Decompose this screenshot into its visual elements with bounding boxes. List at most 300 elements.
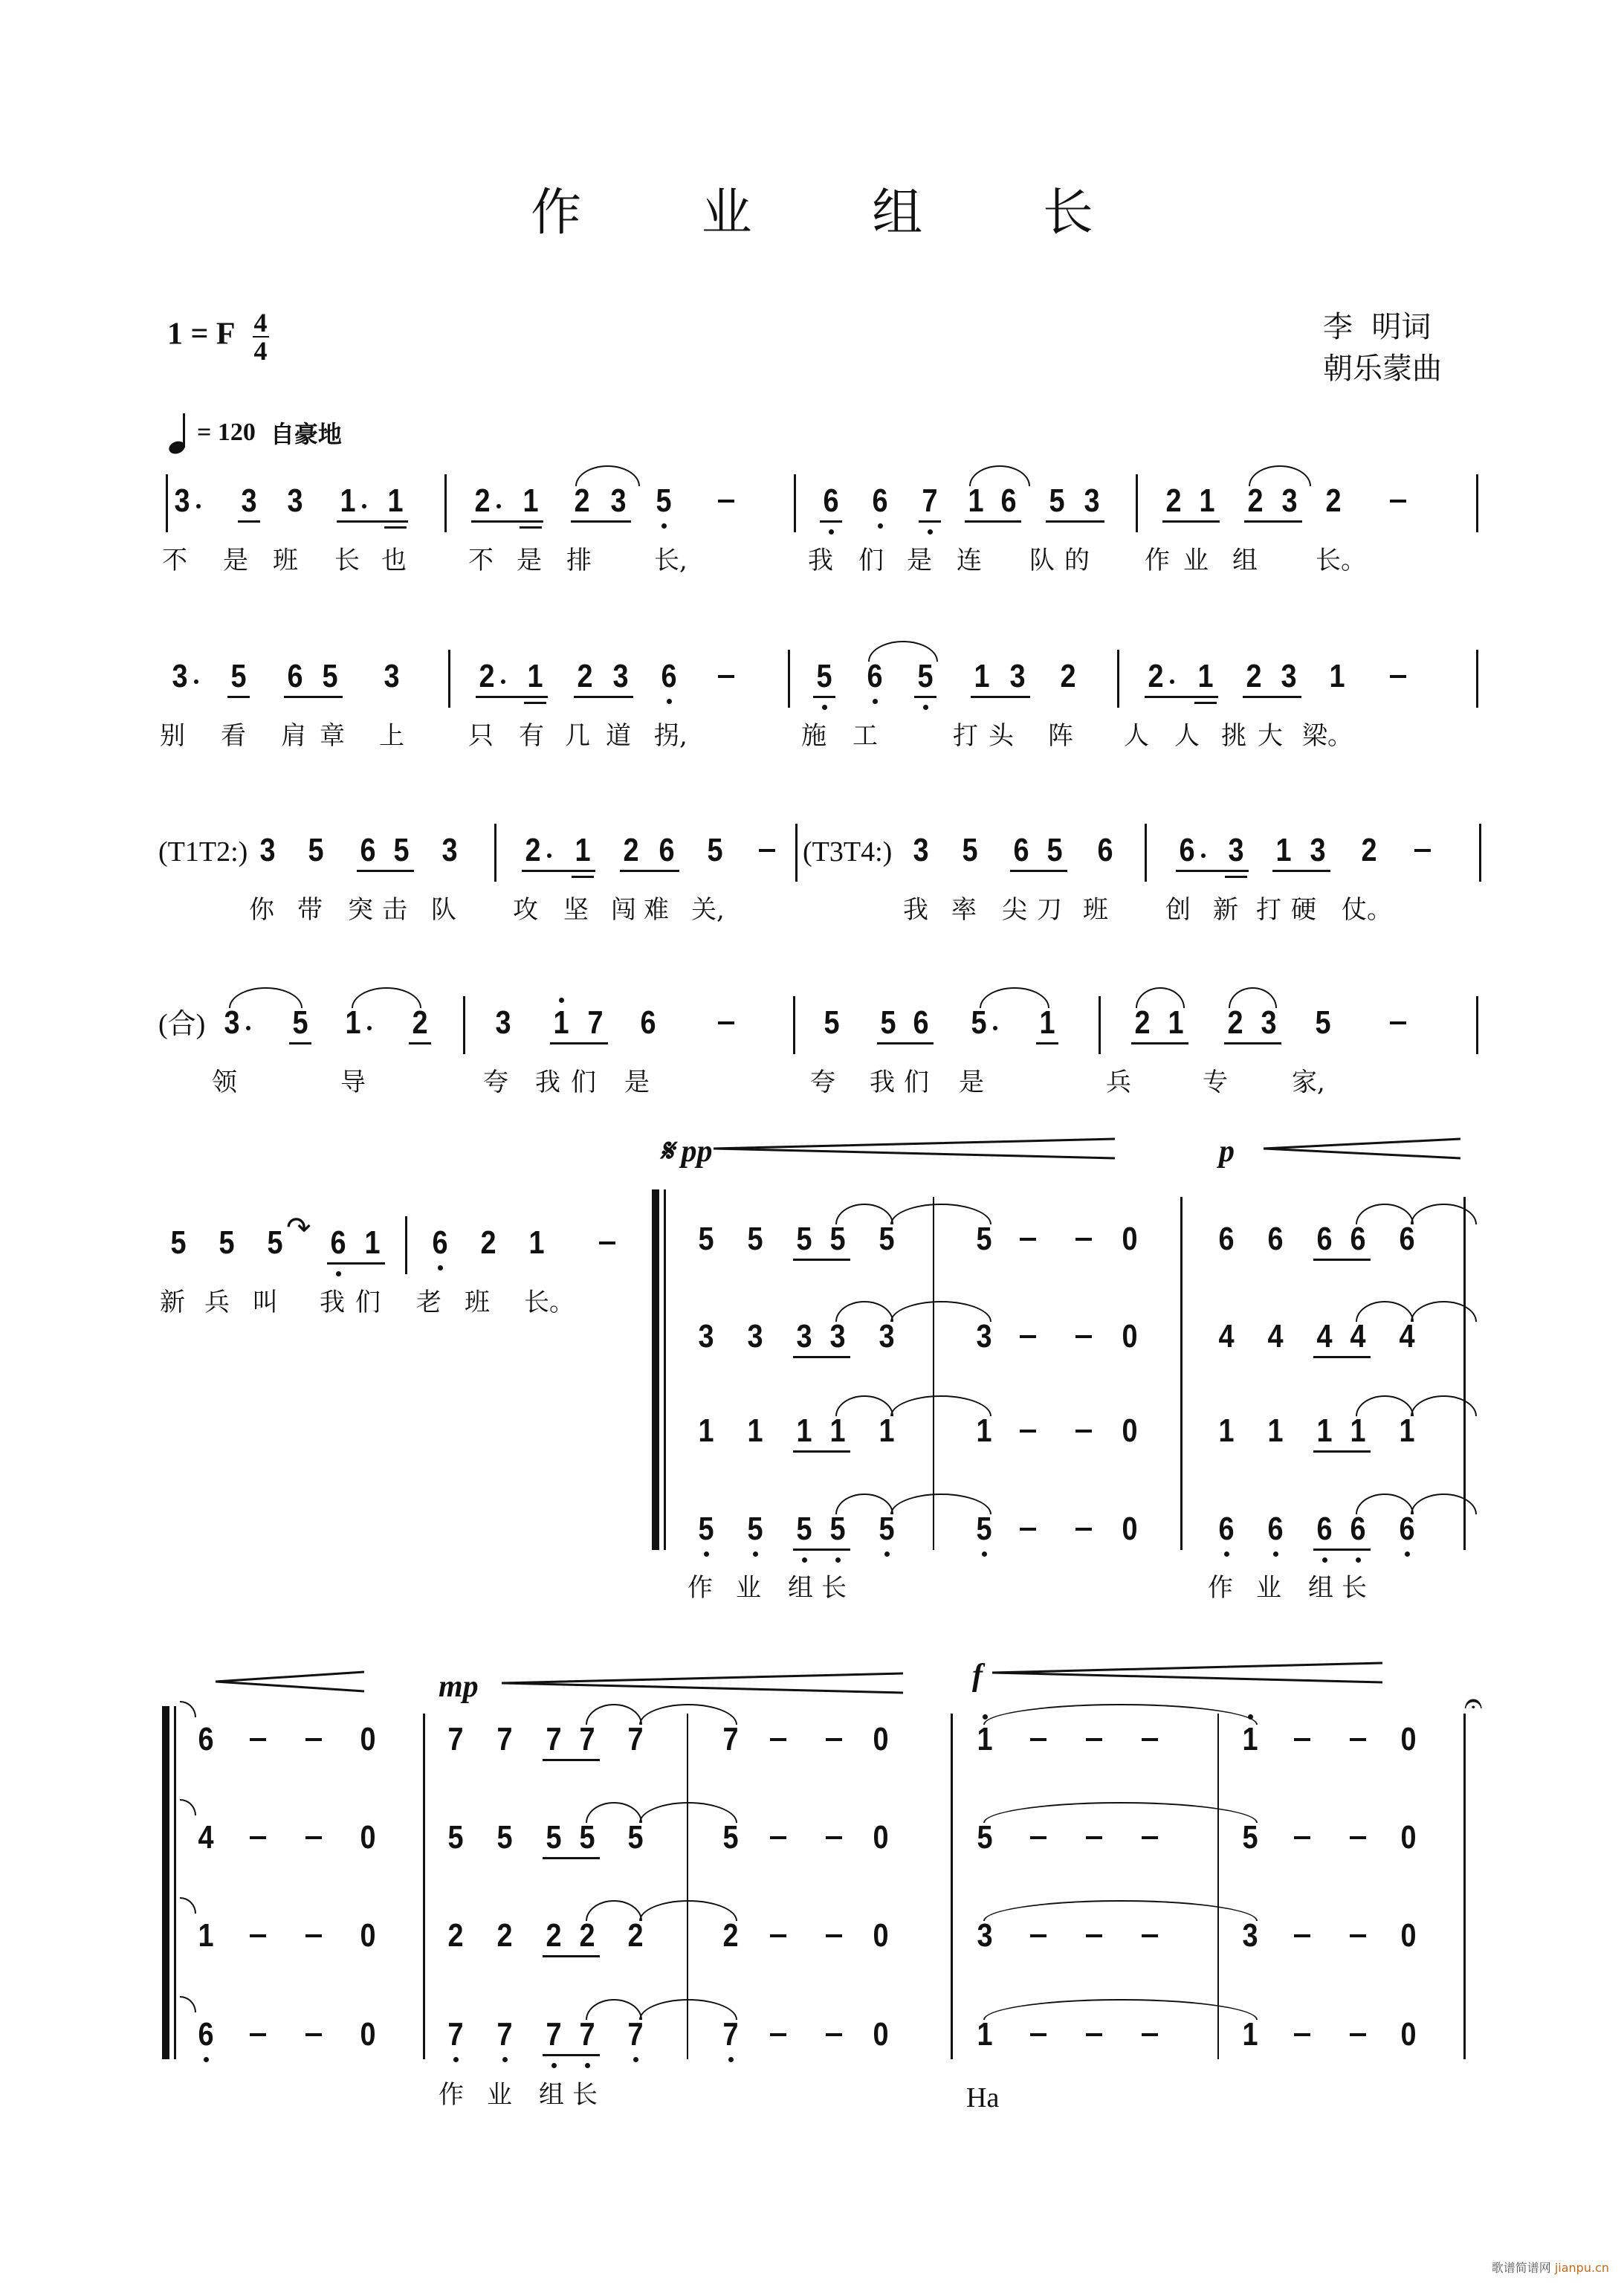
slur: [868, 641, 938, 662]
low-octave-dot: [336, 1271, 341, 1276]
voice-label: (T1T2:): [158, 836, 248, 868]
low-octave-dot: [438, 1265, 443, 1270]
slur: [586, 1900, 642, 1921]
note: 0: [1400, 1721, 1417, 1757]
note: 1: [523, 482, 539, 519]
duration-dash: [1294, 1738, 1310, 1741]
lyric-syllable: 道: [606, 721, 631, 751]
note: 5: [496, 1819, 513, 1856]
barline: [1099, 996, 1101, 1054]
note: 2: [496, 1917, 513, 1954]
lyric-syllable: 业: [1256, 1573, 1281, 1603]
lyric-syllable: 班: [273, 546, 298, 575]
lyric-syllable: 创: [1165, 895, 1191, 925]
lyric-syllable: 家,: [1292, 1068, 1325, 1097]
lyric-syllable: 兵: [204, 1288, 230, 1317]
system-bracket: [162, 1706, 169, 2059]
note: 6: [640, 1004, 656, 1041]
beam-underline: [1244, 520, 1302, 523]
barline: [448, 650, 450, 708]
lyric-syllable: 们: [355, 1288, 381, 1317]
slur: [1411, 1395, 1477, 1416]
underline: [919, 520, 941, 523]
note: 7: [587, 1004, 604, 1041]
note: 5: [796, 1221, 812, 1257]
duration-dash: [770, 1836, 786, 1839]
dynamic-marking: 𝄋 pp: [660, 1134, 713, 1169]
duration-dash: [1030, 1836, 1046, 1839]
note: 3: [976, 1318, 992, 1354]
slur: [229, 987, 303, 1008]
lyric-syllable: 队: [431, 895, 456, 925]
note: 6: [913, 1004, 929, 1041]
note: 4: [1267, 1318, 1284, 1354]
lyric-syllable: 也: [381, 546, 407, 575]
note: 5: [1046, 832, 1063, 868]
lyric-syllable: 的: [1064, 546, 1090, 575]
lyricist: 李 明词: [1323, 310, 1431, 344]
note: 5: [879, 1511, 895, 1547]
note: 2: [627, 1917, 644, 1954]
tie-in: [180, 1897, 196, 1914]
slur: [586, 1802, 642, 1823]
note: 6: [330, 1224, 346, 1261]
system-bracket-line: [174, 1706, 176, 2059]
underline-2: [384, 526, 407, 529]
slur: [1249, 465, 1311, 486]
duration-dash: [1030, 1738, 1046, 1741]
note: 7: [546, 1721, 562, 1757]
note: 6: [1399, 1511, 1415, 1547]
note: 0: [1122, 1221, 1138, 1257]
lyric-syllable: 是: [959, 1068, 984, 1097]
barline: [405, 1216, 407, 1274]
duration-dash: [250, 1738, 266, 1741]
low-octave-dot: [982, 1551, 987, 1557]
note: 6: [867, 658, 883, 694]
lyric-syllable: 肩: [281, 721, 306, 751]
note: 5: [1315, 1004, 1331, 1041]
duration-dash: [770, 2033, 786, 2036]
note: 1: [1316, 1412, 1333, 1449]
underline-2: [520, 526, 542, 529]
note: 3: [1281, 658, 1297, 694]
duration-dash: [1414, 849, 1431, 852]
beam-underline: [1313, 1356, 1371, 1358]
underline: [914, 696, 936, 698]
high-octave-dot: [559, 998, 564, 1003]
low-octave-dot: [829, 529, 834, 535]
note: 4: [1399, 1318, 1415, 1354]
note: 3: [259, 832, 276, 868]
beam-underline: [543, 1955, 600, 1957]
duration-dash: [718, 675, 734, 678]
lyric-syllable: 业: [1183, 546, 1209, 575]
key-tonic: 1 = F: [167, 317, 235, 352]
note: 1: [1242, 1721, 1258, 1757]
time-signature: [253, 309, 269, 364]
note: 5: [292, 1004, 308, 1041]
note: 2: [525, 832, 541, 868]
lyric-syllable: 关,: [691, 895, 725, 925]
duration-dash: [1086, 1738, 1102, 1741]
slur: [1356, 1301, 1414, 1322]
lyric-syllable: 班: [1083, 895, 1108, 925]
augmentation-dot: [367, 1026, 372, 1030]
note: 1: [1168, 1004, 1184, 1041]
lyric-syllable: 专: [1203, 1068, 1228, 1097]
slur: [890, 1395, 991, 1416]
tie-in: [180, 1996, 196, 2012]
low-octave-dot: [835, 1557, 841, 1563]
system-bracket: [652, 1189, 659, 1550]
duration-dash: [1086, 1934, 1102, 1937]
beam-underline: [793, 1356, 850, 1358]
barline: [1180, 1197, 1183, 1550]
slur: [890, 1494, 991, 1514]
note: 0: [1122, 1318, 1138, 1354]
barline: [1476, 474, 1478, 532]
lyric-syllable: 只: [468, 721, 494, 751]
note: 3: [796, 1318, 812, 1354]
slur: [639, 1802, 737, 1823]
barline: [793, 996, 795, 1054]
note: 5: [447, 1819, 464, 1856]
note: 3: [747, 1318, 763, 1354]
barline: [1476, 996, 1478, 1054]
tempo-expression: 自豪地: [270, 420, 342, 448]
note: 5: [393, 832, 410, 868]
note: 6: [661, 658, 677, 694]
duration-dash: [718, 1021, 734, 1024]
augmentation-dot: [501, 679, 505, 684]
note: 6: [198, 1721, 214, 1757]
lyric-syllable: 组: [788, 1573, 813, 1603]
duration-dash: [305, 1738, 322, 1741]
barline: [1463, 1714, 1466, 2059]
note: 1: [527, 658, 543, 694]
note: 5: [747, 1511, 763, 1547]
duration-dash: [599, 1241, 615, 1244]
note: 3: [879, 1318, 895, 1354]
note: 5: [322, 658, 338, 694]
lyric-syllable: 长。: [1316, 546, 1366, 575]
note: 5: [170, 1224, 187, 1261]
lyric-syllable: 排: [566, 546, 592, 575]
slur: [835, 1204, 893, 1224]
beam-underline: [1313, 1450, 1371, 1453]
note: 3: [287, 482, 303, 519]
augmentation-dot: [196, 504, 201, 508]
note: 7: [447, 1721, 464, 1757]
note: 1: [829, 1412, 846, 1449]
lyric-syllable: 我: [870, 1068, 895, 1097]
duration-dash: [305, 2033, 322, 2036]
note: 7: [579, 2016, 595, 2053]
underline-2: [524, 702, 546, 704]
augmentation-dot: [547, 853, 551, 858]
lyric-syllable: 我: [320, 1288, 345, 1317]
note: 4: [1218, 1318, 1235, 1354]
note: 3: [1009, 658, 1026, 694]
note: 7: [496, 1721, 513, 1757]
lyric-syllable: 兵: [1106, 1068, 1131, 1097]
note: 0: [873, 1917, 889, 1954]
duration-dash: [1075, 1430, 1092, 1433]
slur: [1411, 1494, 1477, 1514]
beam-underline: [620, 870, 679, 872]
duration-dash: [826, 1738, 842, 1741]
time-numerator: 4: [253, 308, 268, 338]
note: 6: [823, 482, 839, 519]
lyric-syllable: 别: [160, 721, 185, 751]
lyric-syllable: 们: [571, 1068, 596, 1097]
low-octave-dot: [928, 529, 933, 535]
duration-dash: [305, 1934, 322, 1937]
tempo-bpm: = 120: [197, 419, 256, 446]
voice-label: (T3T4:): [803, 836, 893, 868]
beam-underline: [1162, 520, 1220, 523]
duration-dash: [1294, 1836, 1310, 1839]
barline: [1479, 824, 1481, 882]
lyric-syllable: 班: [465, 1288, 490, 1317]
low-octave-dot: [551, 2063, 557, 2068]
beam-underline: [971, 696, 1030, 698]
lyric-syllable: 长,: [654, 546, 688, 575]
note: 2: [546, 1917, 562, 1954]
note: 5: [976, 1221, 992, 1257]
note: 1: [977, 1721, 993, 1757]
note: 3: [977, 1917, 993, 1954]
note: 5: [656, 482, 672, 519]
beam-underline: [1243, 696, 1301, 698]
beam-underline: [793, 1450, 850, 1453]
lyric-syllable: 们: [904, 1068, 929, 1097]
lyric-syllable: 有: [519, 721, 544, 751]
lyric-syllable: 作: [688, 1573, 713, 1603]
composer: 朝乐蒙曲: [1323, 352, 1442, 386]
beam-underline: [1131, 1042, 1188, 1044]
duration-dash: [1350, 1836, 1366, 1839]
low-octave-dot: [923, 705, 928, 710]
lyric-syllable: 闯: [611, 895, 636, 925]
note: 4: [1350, 1318, 1366, 1354]
tie-in: [180, 1701, 196, 1717]
slur: [835, 1301, 893, 1322]
slur: [983, 1999, 1258, 2020]
beam-underline: [1010, 870, 1067, 872]
lyric-syllable: 长。: [524, 1288, 575, 1317]
note: 2: [1361, 832, 1377, 868]
lyric-syllable: 章: [320, 721, 345, 751]
augmentation-dot: [362, 504, 366, 508]
lyric-syllable: 阵: [1048, 721, 1073, 751]
note: 3: [174, 482, 190, 519]
duration-dash: [1030, 1934, 1046, 1937]
note: 5: [698, 1511, 714, 1547]
note: 1: [1242, 2016, 1258, 2053]
note: 2: [722, 1917, 739, 1954]
slur: [890, 1301, 991, 1322]
note: 5: [796, 1511, 812, 1547]
underline: [289, 1042, 311, 1044]
lyric-syllable: 作: [1145, 546, 1170, 575]
beam-underline: [522, 870, 595, 872]
note: 7: [546, 2016, 562, 2053]
lyric-syllable: 硬: [1291, 895, 1316, 925]
lyric-syllable: 打: [953, 721, 978, 751]
duration-dash: [1390, 675, 1406, 678]
slur: [1411, 1301, 1477, 1322]
note: 5: [879, 1221, 895, 1257]
lyric-syllable: 施: [801, 721, 826, 751]
lyric-syllable: 队: [1029, 546, 1055, 575]
beam-underline: [543, 1857, 600, 1859]
note: 6: [1097, 832, 1113, 868]
note: 3: [441, 832, 458, 868]
lyric-syllable: 夸: [483, 1068, 508, 1097]
low-octave-dot: [878, 523, 883, 529]
barline: [1136, 474, 1138, 532]
beam-underline: [793, 1259, 850, 1261]
note: 3: [1228, 832, 1244, 868]
note: 5: [829, 1511, 846, 1547]
duration-dash: [1350, 1934, 1366, 1937]
duration-dash: [1020, 1238, 1036, 1241]
lyric-syllable: 坚: [563, 895, 589, 925]
note: 6: [1179, 832, 1195, 868]
beam-underline: [1176, 870, 1249, 872]
beam-underline: [337, 520, 408, 523]
lyric-syllable: 组: [539, 2080, 564, 2110]
note: 3: [1281, 482, 1298, 519]
note: 6: [360, 832, 376, 868]
note: 1: [553, 1004, 569, 1041]
note: 1: [747, 1412, 763, 1449]
augmentation-dot: [1170, 679, 1174, 684]
note: 3: [913, 832, 929, 868]
note: 1: [796, 1412, 812, 1449]
note: 7: [627, 2016, 644, 2053]
low-octave-dot: [1224, 1551, 1229, 1557]
note: 2: [623, 832, 639, 868]
slur: [586, 1999, 642, 2020]
note: 5: [707, 832, 723, 868]
note: 7: [722, 2016, 739, 2053]
low-octave-dot: [1405, 1551, 1410, 1557]
lyric-syllable: 梁。: [1302, 721, 1353, 751]
slur: [1411, 1204, 1477, 1224]
low-octave-dot: [802, 1557, 807, 1563]
duration-dash: [826, 2033, 842, 2036]
lyric-syllable: 工: [853, 721, 878, 751]
note: 0: [873, 2016, 889, 2053]
crescendo-hairpin: [1264, 1137, 1460, 1160]
note: 1: [364, 1224, 381, 1261]
note: 0: [360, 2016, 376, 2053]
crescendo-hairpin: [216, 1670, 364, 1693]
underline: [238, 520, 260, 523]
lyric-syllable: 上: [379, 721, 404, 751]
duration-dash: [1086, 2033, 1102, 2036]
note: 6: [198, 2016, 214, 2053]
low-octave-dot: [822, 705, 827, 710]
note: 2: [1060, 658, 1076, 694]
underline-2: [1194, 702, 1217, 704]
note: 6: [287, 658, 303, 694]
slur: [1136, 987, 1185, 1008]
slur: [983, 1900, 1258, 1921]
system-bracket-line: [664, 1189, 666, 1550]
low-octave-dot: [667, 699, 672, 704]
duration-dash: [1294, 2033, 1310, 2036]
duration-dash: [1142, 1738, 1158, 1741]
slur: [890, 1204, 991, 1224]
note: 0: [360, 1721, 376, 1757]
note: 3: [610, 482, 627, 519]
beam-underline: [1046, 520, 1104, 523]
slur: [835, 1494, 893, 1514]
note: 1: [974, 658, 990, 694]
note: 3: [384, 658, 400, 694]
duration-dash: [1294, 1934, 1310, 1937]
lyric-syllable: 老: [416, 1288, 441, 1317]
note: 3: [1084, 482, 1100, 519]
note: 2: [474, 482, 491, 519]
note: 1: [340, 482, 356, 519]
slur: [835, 1395, 893, 1416]
note: 1: [1199, 482, 1215, 519]
lyric-syllable: 组: [1308, 1573, 1333, 1603]
beam-underline: [1313, 1549, 1371, 1551]
note: 2: [447, 1917, 464, 1954]
note: 3: [1261, 1004, 1277, 1041]
lyric-syllable: 仗。: [1342, 895, 1392, 925]
barline: [444, 474, 447, 532]
underline: [1036, 1042, 1058, 1044]
lyric-syllable: 打: [1256, 895, 1281, 925]
lyric-syllable: 几: [565, 721, 590, 751]
duration-dash: [305, 1836, 322, 1839]
lyric-syllable: 尖: [1002, 895, 1027, 925]
note: 1: [968, 482, 984, 519]
slur: [983, 1802, 1258, 1823]
slur: [586, 1704, 642, 1725]
duration-dash: [1030, 2033, 1046, 2036]
lyric-syllable: 大: [1258, 721, 1283, 751]
note: 3: [172, 658, 188, 694]
lyric-syllable: 是: [517, 546, 542, 575]
dynamic-marking: mp: [439, 1670, 479, 1704]
duration-dash: [1350, 2033, 1366, 2036]
note: 7: [447, 2016, 464, 2053]
low-octave-dot: [1273, 1551, 1278, 1557]
note: 2: [479, 658, 495, 694]
note: 0: [1400, 1819, 1417, 1856]
beam-underline: [284, 696, 343, 698]
augmentation-dot: [1201, 853, 1206, 858]
lyric-syllable: 业: [736, 1573, 761, 1603]
lyric-syllable: 你: [249, 895, 274, 925]
beam-underline: [543, 2054, 600, 2056]
beam-underline: [1145, 696, 1218, 698]
note: 1: [528, 1224, 545, 1261]
note: 1: [1218, 1412, 1235, 1449]
duration-dash: [250, 2033, 266, 2036]
lyric-syllable: 头: [989, 721, 1014, 751]
slur: [1356, 1494, 1414, 1514]
fermata-icon: 𝄐: [1464, 1685, 1483, 1722]
